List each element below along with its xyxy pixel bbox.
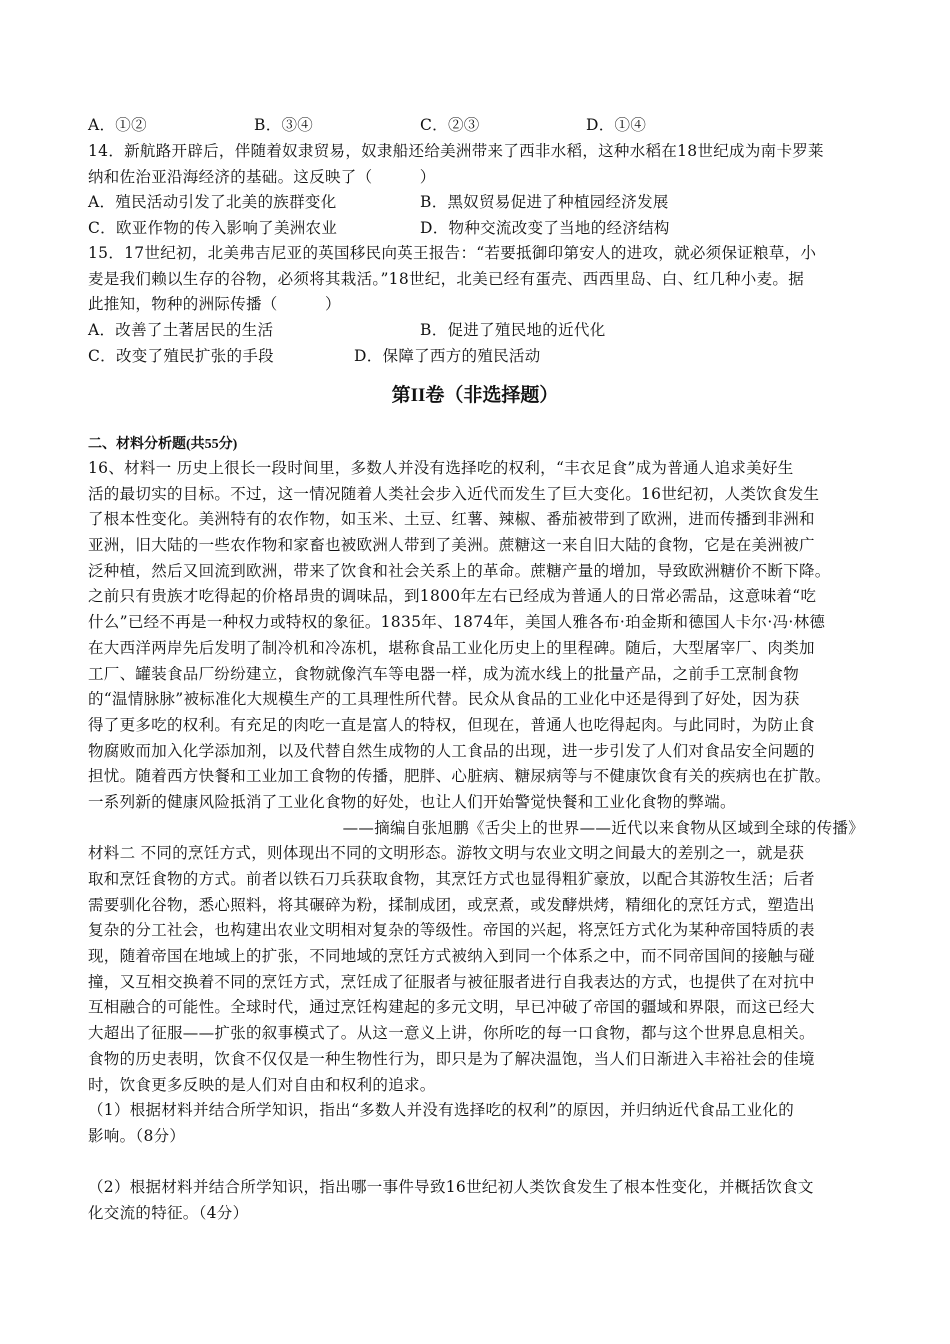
material-line: 需要驯化谷物，悉心照料，将其碾碎为粉，揉制成团，或烹煮，或发酵烘烤，精细化的烹饪方式，塑造出 xyxy=(88,895,815,914)
material-line: 材料二 不同的烹饪方式，则体现出不同的文明形态。游牧文明与农业文明之间最大的差别之一，就是获 xyxy=(88,844,805,863)
material-line: 泛种植，然后又回流到欧洲，带来了饮食和社会关系上的革命。蔗糖产量的增加，导致欧洲糖价不断下降。 xyxy=(88,561,831,580)
material-line: 活的最切实的目标。不过，这一情况随着人类社会步入近代而发生了巨大变化。16世纪初，人类饮食发生 xyxy=(88,484,820,503)
material-line: 物腐败而加入化学添加剂，以及代替自然生成物的人工食品的出现，进一步引发了人们对食品安全问题的 xyxy=(88,741,815,760)
option-b: B．促进了殖民地的近代化 xyxy=(420,321,606,340)
question-13-options xyxy=(88,113,864,139)
option-c: C．欧亚作物的传入影响了美洲农业 xyxy=(88,219,338,238)
material-line: 大超出了征服——扩张的叙事模式了。从这一意义上讲，你所吃的每一口食物，都与这个世界息息相关。 xyxy=(88,1024,815,1043)
option-a: A．改善了土著居民的生活 xyxy=(88,321,274,340)
material-1-source: ——摘编自张旭鹏《舌尖上的世界——近代以来食物从区域到全球的传播》 xyxy=(342,818,864,837)
option-d: D．保障了西方的殖民活动 xyxy=(354,346,541,365)
material-line: 16、材料一 历史上很长一段时间里，多数人并没有选择吃的权利，“丰衣足食”成为普通人追求美好生 xyxy=(88,459,794,477)
sub-question-line: 影响。（8分） xyxy=(88,1126,186,1145)
sub-question-line: （1）根据材料并结合所学知识，指出“多数人并没有选择吃的权利”的原因，并归纳近代食品工业化的 xyxy=(88,1101,795,1120)
material-line: 食物的历史表明，饮食不仅仅是一种生物性行为，即只是为了解决温饱，当人们日渐进入丰裕社会的佳境 xyxy=(88,1049,815,1068)
option-c: C．改变了殖民扩张的手段 xyxy=(88,346,274,365)
material-line: 一系列新的健康风险抵消了工业化食物的好处，也让人们开始警觉快餐和工业化食物的弊端。 xyxy=(88,792,736,811)
sub-question-line: 化交流的特征。（4分） xyxy=(88,1203,249,1222)
material-line: 什么”已经不再是一种权力或特权的象征。1835年、1874年，美国人雅各布·珀金斯和德国人卡尔·冯·林德 xyxy=(88,613,826,632)
material-line: 了根本性变化。美洲特有的农作物，如玉米、土豆、红薯、辣椒、番茄被带到了欧洲，进而传播到非洲和 xyxy=(88,510,815,529)
part-2-title: 第II卷（非选择题） xyxy=(391,385,559,406)
material-line: 工厂、罐装食品厂纷纷建立，食物就像汽车等电器一样，成为流水线上的批量产品，之前手工烹制食物 xyxy=(88,664,800,683)
material-2 xyxy=(88,841,864,1098)
question-16 xyxy=(88,456,864,1227)
material-line: 复杂的分工社会，也构建出农业文明相对复杂的等级性。帝国的兴起，将烹饪方式化为某种帝国特质的表 xyxy=(88,921,815,940)
option-a: A．①② xyxy=(88,116,147,134)
option-b: B．黑奴贸易促进了种植园经济发展 xyxy=(420,193,669,212)
option-d: D．物种交流改变了当地的经济结构 xyxy=(420,219,670,238)
sub-question-1 xyxy=(88,1098,864,1149)
option-b: B．③④ xyxy=(254,116,314,134)
material-1 xyxy=(88,456,864,816)
sub-question-line: （2）根据材料并结合所学知识，指出哪一事件导致16世纪初人类饮食发生了根本性变化，并概括饮食文 xyxy=(88,1178,814,1197)
material-line: 取和烹饪食物的方式。前者以铁石刀兵获取食物，其烹饪方式也显得粗犷豪放，以配合其游牧生活；后者 xyxy=(88,870,815,888)
question-stem-line: 此推知，物种的洲际传播（ ） xyxy=(88,295,341,314)
option-d: D．①④ xyxy=(586,116,647,134)
sub-question-2 xyxy=(88,1175,864,1226)
material-line: 亚洲，旧大陆的一些农作物和家畜也被欧洲人带到了美洲。蔗糖这一来自旧大陆的食物，它是在美洲被广 xyxy=(88,536,815,555)
material-line: 的“温情脉脉”被标准化大规模生产的工具理性所代替。民众从食品的工业化中还是得到了好处，因为获 xyxy=(88,690,800,709)
material-line: 现，随着帝国在地域上的扩张，不同地域的烹饪方式被纳入到同一个体系之中，而不同帝国间的接触与碰 xyxy=(88,947,815,966)
material-line: 得了更多吃的权利。有充足的肉吃一直是富人的特权，但现在，普通人也吃得起肉。与此同时，为防止食 xyxy=(88,715,815,734)
question-stem-line: 纳和佐治亚沿海经济的基础。这反映了（ ） xyxy=(88,167,436,186)
question-stem-line: 麦是我们赖以生存的谷物，必须将其栽活。”18世纪，北美已经有蛋壳、西西里岛、白、红几种小麦。据 xyxy=(88,269,804,288)
material-line: 之前只有贵族才吃得起的价格昂贵的调味品，到1800年左右已经成为普通人的日常必需品，这意味着“吃 xyxy=(88,587,817,606)
material-line: 担忧。随着西方快餐和工业加工食物的传播，肥胖、心脏病、糖尿病等与不健康饮食有关的疾病也在扩散。 xyxy=(88,767,831,786)
material-line: 互相融合的可能性。全球时代，通过烹饪构建起的多元文明，早已冲破了帝国的疆域和界限，而这已经大 xyxy=(88,998,815,1017)
material-line: 在大西洋两岸先后发明了制冷机和冷冻机，堪称食品工业化历史上的里程碑。随后，大型屠宰厂、肉类加 xyxy=(88,638,815,657)
question-stem-line: 15．17世纪初，北美弗吉尼亚的英国移民向英王报告：“若要抵御印第安人的进攻，就必须保证粮草，小 xyxy=(88,244,817,262)
question-stem-line: 14．新航路开辟后，伴随着奴隶贸易，奴隶船还给美洲带来了西非水稻，这种水稻在18世纪成为南卡罗莱 xyxy=(88,142,824,160)
material-line: 时，饮食更多反映的是人们对自由和权利的追求。 xyxy=(88,1075,436,1094)
material-line: 撞，又互相交换着不同的烹饪方式，烹饪成了征服者与被征服者进行自我表达的方式，也提供了在对抗中 xyxy=(88,972,815,991)
option-c: C．②③ xyxy=(420,116,480,134)
question-14 xyxy=(88,139,864,242)
question-15 xyxy=(88,241,864,369)
option-a: A．殖民活动引发了北美的族群变化 xyxy=(88,193,337,212)
section-heading: 二、材料分析题(共55分) xyxy=(88,437,238,452)
